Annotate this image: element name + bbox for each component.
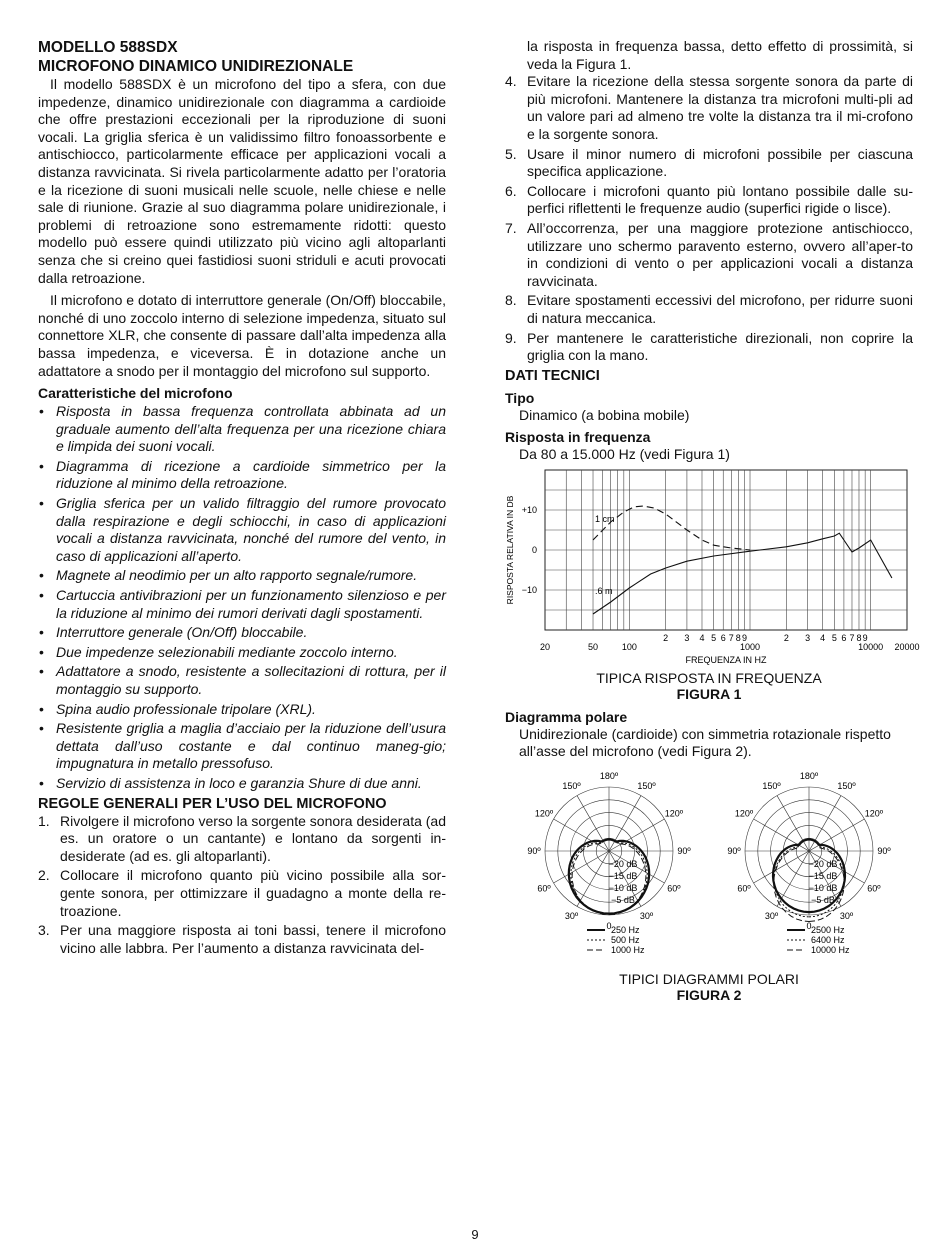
- polar-angle-label: 120º: [864, 808, 884, 819]
- polar-angle-label: 180º: [799, 771, 819, 782]
- rule-text: Per mantenere le caratteristiche direzionali, non coprire la griglia con la mano.: [527, 329, 913, 364]
- feature-item: • Due impedenze selezionabili mediante zoccolo interno.: [38, 644, 446, 662]
- y-tick-label: −10: [521, 584, 537, 595]
- tipo-value: Dinamico (a bobina mobile): [519, 406, 690, 423]
- frequency-response-chart: [505, 468, 920, 668]
- rule-text: Rivolgere il microfono verso la sorgente sonora desiderata (ad es. un oratore o un cantante) e lontano da sorgenti in-desiderate (ad es. gli altoparlanti).: [60, 812, 446, 864]
- feature-item: • Spina audio professionale tripolare (XRL).: [38, 701, 446, 719]
- feature-item: • Griglia sferica per un valido filtraggio del rumore provocato dalla respirazione e degli schiocchi, in caso di applicazioni vocali a distanza ravvicinata, nonché del rumore del vento, in caso di applicazioni all’aperto.: [38, 495, 446, 565]
- rule-item: [38, 867, 446, 920]
- features-heading: Caratteristiche del microfono: [38, 385, 233, 402]
- feature-item: • Magnete al neodimio per un alto rapporto segnale/rumore.: [38, 567, 446, 585]
- rule-number: 2.: [38, 867, 50, 884]
- x-tick-label: 7: [849, 632, 855, 643]
- rule-item: [38, 922, 446, 957]
- x-tick-label: 100: [621, 641, 637, 652]
- rule-text: Per una maggiore risposta ai toni bassi, tenere il microfono vicino alle labbra. Per l’aumento a distanza ravvicinata del-: [60, 922, 446, 956]
- polar-angle-label: 150º: [637, 781, 656, 792]
- y-tick-label: 0: [531, 544, 537, 555]
- x-tick-label: 50: [588, 641, 599, 652]
- series-label: .6 m: [595, 585, 613, 596]
- polar-label: Diagramma polare: [505, 708, 628, 725]
- polar-angle-label: 90º: [677, 846, 691, 857]
- legend-label: 6400 Hz: [811, 935, 845, 946]
- polar-angle-label: 150º: [762, 781, 781, 792]
- x-tick-label: 2: [663, 632, 669, 643]
- figure1-caption: [505, 670, 913, 702]
- polar-angle-label: 180º: [599, 771, 619, 782]
- legend-label: 250 Hz: [611, 925, 640, 936]
- rule-number: 3.: [38, 922, 50, 939]
- rule-number: 4.: [505, 73, 517, 90]
- polar-angle-label: 90º: [877, 846, 891, 857]
- rule-text: Evitare spostamenti eccessivi del microfono, per ridurre suoni di natura meccanica.: [527, 292, 913, 326]
- figure2-label: FIGURA 2: [676, 987, 742, 1004]
- x-tick-label: 20000: [894, 641, 920, 652]
- rule-text: Evitare la ricezione della stessa sorgente sonora da parte di più microfoni. Mantenere la distanza tra microfoni multi-pli ad un valore pari ad almeno tre volte la distanza tra il mi-crofono e la sorgente sonora.: [527, 73, 913, 142]
- page-number: 9: [471, 1227, 479, 1242]
- polar-ring-label: −15 dB: [808, 871, 838, 882]
- feature-item: • Resistente griglia a maglia d’acciaio per la riduzione dell’usura dettata dall’uso costante e dal continuo maneg-gio; impugnatura in metallo pressofuso.: [38, 720, 446, 773]
- risposta-value: Da 80 a 15.000 Hz (vedi Figura 1): [519, 446, 730, 463]
- feature-item: • Interruttore generale (On/Off) bloccabile.: [38, 624, 446, 642]
- polar-diagrams: [505, 763, 913, 971]
- figure2-title: TIPICI DIAGRAMMI POLARI: [619, 971, 799, 988]
- polar-angle-label: 150º: [837, 781, 856, 792]
- rule-text: Collocare il microfono quanto più vicino possibile alla sor-gente sonora, per ottimizzare il guadagno a monte della re-troazione.: [60, 867, 446, 919]
- x-axis-label: FREQUENZA IN HZ: [685, 654, 767, 665]
- rules-list: [38, 813, 446, 958]
- rule-item: [505, 183, 913, 218]
- figure1-label: FIGURA 1: [676, 685, 742, 702]
- figure2-caption: [505, 971, 913, 1003]
- specs-heading: DATI TECNICI: [505, 367, 600, 384]
- series-label: 1 cm: [595, 513, 615, 524]
- y-tick-label: +10: [521, 504, 537, 515]
- rule-number: 7.: [505, 219, 517, 236]
- feature-item: • Cartuccia antivibrazioni per un funzionamento silenzioso e per la riduzione al minimo dei rumori derivati dagli spostamenti.: [38, 587, 446, 622]
- rule-item: [505, 73, 913, 143]
- features-list: [38, 403, 446, 792]
- polar-ring-label: −5 dB: [811, 895, 835, 906]
- x-tick-label: 9: [862, 632, 868, 643]
- x-tick-label: 5: [831, 632, 837, 643]
- rule-number: 8.: [505, 292, 517, 309]
- rules-list-continued: [505, 73, 913, 365]
- polar-ring-label: −20 dB: [608, 859, 638, 870]
- polar-value: Unidirezionale (cardioide) con simmetria rotazionale rispetto all’asse del microfono (vedi Figura 2).: [519, 725, 891, 760]
- rule-number: 5.: [505, 145, 517, 162]
- polar-angle-label: 30º: [639, 911, 654, 922]
- polar-angle-label: 60º: [667, 883, 681, 894]
- polar-ring-label: −5 dB: [611, 895, 635, 906]
- polar-angle-label: 30º: [564, 911, 579, 922]
- x-tick-label: 2: [783, 632, 789, 643]
- polar-angle-label: 90º: [727, 846, 741, 857]
- series-line: [593, 533, 892, 614]
- rule-item: [505, 220, 913, 290]
- rule-text: Collocare i microfoni quanto più lontano possibile dalle su-perfici riflettenti le frequenze audio (superfici rigide o lisce).: [527, 182, 913, 217]
- rule-number: 1.: [38, 812, 50, 829]
- right-column: [505, 38, 920, 1004]
- polar-angle-label: 30º: [839, 911, 854, 922]
- x-tick-label: 6: [841, 632, 847, 643]
- polar-angle-label: 0: [606, 921, 612, 932]
- rule-continuation: la risposta in frequenza bassa, detto effetto di prossimità, si veda la Figura 1.: [527, 38, 913, 72]
- polar-angle-label: 0: [806, 921, 812, 932]
- legend-label: 10000 Hz: [811, 945, 850, 956]
- rules-heading: REGOLE GENERALI PER L’USO DEL MICROFONO: [38, 795, 387, 812]
- x-tick-label: 20: [539, 641, 551, 652]
- polar-ring-label: −10 dB: [608, 883, 638, 894]
- rule-item: [505, 330, 913, 365]
- y-axis-label: RISPOSTA RELATIVA IN DB: [505, 495, 515, 605]
- x-tick-label: 4: [699, 632, 705, 643]
- polar-angle-label: 60º: [737, 883, 751, 894]
- rule-number: 9.: [505, 329, 517, 346]
- legend-label: 2500 Hz: [811, 925, 845, 936]
- x-tick-label: 6: [720, 632, 726, 643]
- polar-angle-label: 120º: [734, 808, 754, 819]
- polar-angle-label: 60º: [537, 883, 551, 894]
- polar-ring-label: −10 dB: [808, 883, 838, 894]
- polar-angle-label: 60º: [867, 883, 881, 894]
- polar-angle-label: 120º: [534, 808, 554, 819]
- polar-angle-label: 30º: [764, 911, 779, 922]
- rule-item: [38, 813, 446, 866]
- feature-item: • Servizio di assistenza in loco e garanzia Shure di due anni.: [38, 775, 446, 793]
- model-subtitle: MICROFONO DINAMICO UNIDIREZIONALE: [38, 58, 354, 75]
- rule-item: [505, 292, 913, 327]
- rule-text: Usare il minor numero di microfoni possibile per ciascuna specifica applicazione.: [527, 145, 913, 180]
- rule-number: 6.: [505, 182, 517, 199]
- x-tick-label: 8: [735, 632, 741, 643]
- polar-ring-label: −20 dB: [808, 859, 838, 870]
- feature-item: • Risposta in bassa frequenza controllata abbinata ad un graduale aumento dell’alta frequenza per una ricezione chiara e limpida dei suoni vocali.: [38, 403, 446, 456]
- legend-label: 1000 Hz: [611, 945, 645, 956]
- intro-paragraph-2: Il microfono e dotato di interruttore generale (On/Off) bloccabile, nonché di uno zoccolo interno di selezione impedenza, situato sul connettore XLR, che consente di passare dall’alta impedenza alla bassa impedenza, e viceversa. È in dotazione anche un adattatore a snodo per il montaggio del microfono sul supporto.: [38, 292, 446, 379]
- left-column: [38, 38, 446, 959]
- tipo-label: Tipo: [505, 389, 535, 406]
- x-tick-label: 9: [741, 632, 747, 643]
- risposta-label: Risposta in frequenza: [505, 429, 651, 446]
- x-tick-label: 4: [820, 632, 826, 643]
- feature-item: • Diagramma di ricezione a cardioide simmetrico per la riduzione al minimo della retroazione.: [38, 458, 446, 493]
- polar-ring-label: −15 dB: [608, 871, 638, 882]
- figure1-title: TIPICA RISPOSTA IN FREQUENZA: [596, 669, 822, 686]
- feature-item: • Adattatore a snodo, resistente a sollecitazioni di rottura, per il montaggio su supporto.: [38, 663, 446, 698]
- rule-text: All’occorrenza, per una maggiore protezione antischiocco, utilizzare uno schermo paravento esterno, ovvero all’aper-to in condizioni di vento o per applicazioni vocali a distanza ravvicinata.: [527, 219, 913, 289]
- polar-angle-label: 150º: [562, 781, 581, 792]
- x-tick-label: 8: [856, 632, 862, 643]
- polar-angle-label: 120º: [664, 808, 684, 819]
- intro-paragraph: Il modello 588SDX è un microfono del tipo a sfera, con due impedenze, dinamico unidirezionale con diagramma a cardioide che offre prestazioni eccezionali per la riproduzione di suoni vocali. La griglia sferica è un validissimo filtro fonoassorbente e antischiocco, particolarmente efficace per applicazioni vocali a distanza ravvicinata. Si rivela particolarmente adatto per l’oratoria e la ricezione di suoni musicali nelle scuole, nelle chiese e nelle sale di riunione. Grazie al suo diagramma polare unidirezionale, i problemi di retroazione sono estremamente ridotti: questo modello può essere quindi utilizzato più vicino agli altoparlanti senza che si creino quei fastidiosi suoni striduli e acuti provocati dalla retroazione.: [38, 76, 446, 286]
- x-tick-label: 10000: [858, 641, 884, 652]
- legend-label: 500 Hz: [611, 935, 640, 946]
- model-title: MODELLO 588SDX: [38, 39, 178, 56]
- x-tick-label: 3: [805, 632, 811, 643]
- x-tick-label: 7: [728, 632, 734, 643]
- x-tick-label: 1000: [739, 641, 761, 652]
- x-tick-label: 5: [711, 632, 717, 643]
- polar-angle-label: 90º: [527, 846, 541, 857]
- rule-item: [505, 146, 913, 181]
- x-tick-label: 3: [684, 632, 690, 643]
- series-line: [593, 506, 750, 550]
